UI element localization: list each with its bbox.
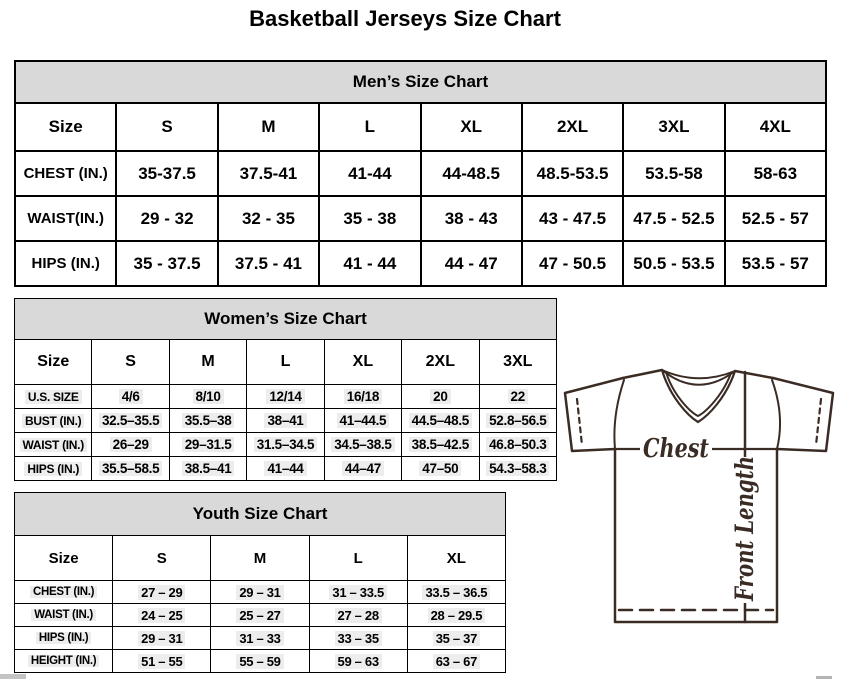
table-cell: 44.5–48.5 <box>402 409 479 433</box>
table-cell: 54.3–58.3 <box>479 457 556 481</box>
column-header: Size <box>15 340 92 385</box>
table-cell: 38 - 43 <box>421 196 522 241</box>
womens-size-table <box>14 298 557 481</box>
table-row <box>15 581 506 604</box>
jersey-measurement-diagram <box>556 361 842 673</box>
table-cell: 31.5–34.5 <box>247 433 324 457</box>
table-cell: 47.5 - 52.5 <box>623 196 724 241</box>
table-cell: 41–44 <box>247 457 324 481</box>
table-cell: 27 – 28 <box>309 604 407 627</box>
table-row <box>15 385 557 409</box>
table-cell: 52.8–56.5 <box>479 409 556 433</box>
table-title-row <box>15 299 557 340</box>
table-cell: 29–31.5 <box>169 433 246 457</box>
table-cell: 8/10 <box>169 385 246 409</box>
table-cell: 55 – 59 <box>211 650 309 673</box>
table-cell: 27 – 29 <box>113 581 211 604</box>
chest-label: Chest <box>643 434 709 464</box>
table-cell: 63 – 67 <box>407 650 505 673</box>
table-cell: 25 – 27 <box>211 604 309 627</box>
row-label: WAIST(IN.) <box>15 196 116 241</box>
table-cell: 24 – 25 <box>113 604 211 627</box>
table-cell: 28 – 29.5 <box>407 604 505 627</box>
table-cell: 31 – 33.5 <box>309 581 407 604</box>
table-cell: 53.5 - 57 <box>725 241 826 286</box>
table-row <box>15 409 557 433</box>
table-cell: 16/18 <box>324 385 401 409</box>
table-cell: 50.5 - 53.5 <box>623 241 724 286</box>
row-label: HIPS (IN.) <box>15 457 92 481</box>
table-cell: 35.5–58.5 <box>92 457 169 481</box>
row-label: HIPS (IN.) <box>15 627 113 650</box>
table-row <box>15 604 506 627</box>
table-cell: 58-63 <box>725 151 826 196</box>
page-title: Basketball Jerseys Size Chart <box>249 6 561 31</box>
table-cell: 59 – 63 <box>309 650 407 673</box>
table-cell: 43 - 47.5 <box>522 196 623 241</box>
column-header: M <box>211 536 309 581</box>
table-cell: 38–41 <box>247 409 324 433</box>
column-header: 3XL <box>623 103 724 151</box>
table-cell: 37.5-41 <box>218 151 319 196</box>
column-header: Size <box>15 536 113 581</box>
table-cell: 29 – 31 <box>211 581 309 604</box>
table-cell: 33 – 35 <box>309 627 407 650</box>
table-cell: 22 <box>479 385 556 409</box>
table-cell: 53.5-58 <box>623 151 724 196</box>
column-header: L <box>309 536 407 581</box>
row-label: HIPS (IN.) <box>15 241 116 286</box>
table-cell: 38.5–41 <box>169 457 246 481</box>
row-label: CHEST (IN.) <box>15 151 116 196</box>
column-header: S <box>116 103 217 151</box>
table-row <box>15 457 557 481</box>
table-cell: 44–47 <box>324 457 401 481</box>
table-row <box>15 650 506 673</box>
row-label: U.S. SIZE <box>15 385 92 409</box>
table-cell: 34.5–38.5 <box>324 433 401 457</box>
table-cell: 29 - 32 <box>116 196 217 241</box>
column-header: XL <box>421 103 522 151</box>
table-cell: 37.5 - 41 <box>218 241 319 286</box>
column-header-row <box>15 103 826 151</box>
table-cell: 32.5–35.5 <box>92 409 169 433</box>
youth-size-table <box>14 492 506 673</box>
table-cell: 35 - 37.5 <box>116 241 217 286</box>
row-label: WAIST (IN.) <box>15 604 113 627</box>
table-cell: 12/14 <box>247 385 324 409</box>
table-cell: 35.5–38 <box>169 409 246 433</box>
table-title: Men’s Size Chart <box>15 61 826 103</box>
table-cell: 35-37.5 <box>116 151 217 196</box>
table-cell: 51 – 55 <box>113 650 211 673</box>
front-length-label: Front Length <box>730 416 759 601</box>
column-header: S <box>92 340 169 385</box>
column-header: L <box>247 340 324 385</box>
table-cell: 44 - 47 <box>421 241 522 286</box>
table-title: Youth Size Chart <box>15 493 506 536</box>
row-label: CHEST (IN.) <box>15 581 113 604</box>
table-row <box>15 241 826 286</box>
jersey-outline-icon <box>565 370 833 622</box>
column-header: 4XL <box>725 103 826 151</box>
table-row <box>15 433 557 457</box>
row-label: BUST (IN.) <box>15 409 92 433</box>
table-cell: 29 – 31 <box>113 627 211 650</box>
column-header: L <box>319 103 420 151</box>
scrollbar-fragment-left[interactable] <box>0 674 26 679</box>
table-title: Women’s Size Chart <box>15 299 557 340</box>
column-header: XL <box>407 536 505 581</box>
column-header-row <box>15 340 557 385</box>
table-row <box>15 151 826 196</box>
table-cell: 41–44.5 <box>324 409 401 433</box>
table-cell: 38.5–42.5 <box>402 433 479 457</box>
column-header-row <box>15 536 506 581</box>
column-header: S <box>113 536 211 581</box>
table-cell: 46.8–50.3 <box>479 433 556 457</box>
column-header: M <box>169 340 246 385</box>
column-header: Size <box>15 103 116 151</box>
table-cell: 52.5 - 57 <box>725 196 826 241</box>
row-label: HEIGHT (IN.) <box>15 650 113 673</box>
table-cell: 35 - 38 <box>319 196 420 241</box>
table-cell: 31 – 33 <box>211 627 309 650</box>
column-header: XL <box>324 340 401 385</box>
table-cell: 32 - 35 <box>218 196 319 241</box>
table-cell: 47 - 50.5 <box>522 241 623 286</box>
row-label: WAIST (IN.) <box>15 433 92 457</box>
table-cell: 35 – 37 <box>407 627 505 650</box>
table-cell: 4/6 <box>92 385 169 409</box>
table-title-row <box>15 493 506 536</box>
table-cell: 48.5-53.5 <box>522 151 623 196</box>
table-cell: 41-44 <box>319 151 420 196</box>
table-cell: 41 - 44 <box>319 241 420 286</box>
column-header: M <box>218 103 319 151</box>
table-cell: 20 <box>402 385 479 409</box>
mens-size-table <box>14 60 827 287</box>
column-header: 2XL <box>522 103 623 151</box>
column-header: 3XL <box>479 340 556 385</box>
column-header: 2XL <box>402 340 479 385</box>
table-row <box>15 196 826 241</box>
table-row <box>15 627 506 650</box>
table-cell: 33.5 – 36.5 <box>407 581 505 604</box>
table-cell: 47–50 <box>402 457 479 481</box>
table-title-row <box>15 61 826 103</box>
table-cell: 26–29 <box>92 433 169 457</box>
table-cell: 44-48.5 <box>421 151 522 196</box>
